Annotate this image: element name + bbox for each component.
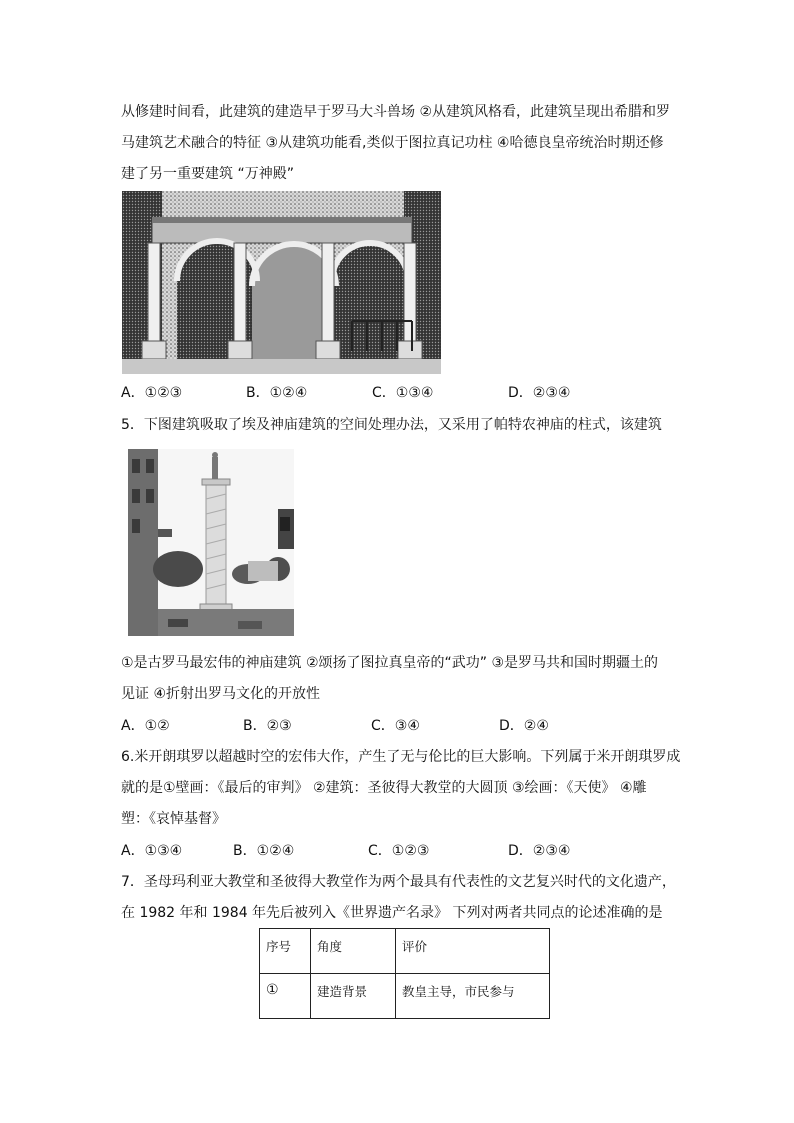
table-header-cell: 角度 <box>311 929 396 974</box>
table-cell: 教皇主导，市民参与 <box>396 974 550 1019</box>
q5-line-1: ①是古罗马最宏伟的神庙建筑 ②颂扬了图拉真皇帝的“武功” ③是罗马共和国时期疆土的 <box>121 655 659 671</box>
q6-line-1: 6.米开朗琪罗以超越时空的宏伟大作，产生了无与伦比的巨大影响。下列属于米开朗琪罗成 <box>121 749 681 765</box>
trajan-column-photo <box>128 449 294 636</box>
q7-table <box>259 928 550 1019</box>
q4-option-c: C．①③④ <box>372 385 434 401</box>
q6-option-b: B．①②④ <box>233 843 295 859</box>
arch-gate-photo <box>122 191 441 374</box>
q5-option-b: B．②③ <box>243 718 292 734</box>
q4-line-2: 马建筑艺术融合的特征 ③从建筑功能看,类似于图拉真记功柱 ④哈德良皇帝统治时期还修 <box>121 135 664 151</box>
q6-option-c: C．①②③ <box>368 843 430 859</box>
q5-option-a: A．①② <box>121 718 170 734</box>
q5-stem: 5．下图建筑吸取了埃及神庙建筑的空间处理办法，又采用了帕特农神庙的柱式，该建筑 <box>121 417 662 433</box>
table-cell: ① <box>260 974 311 1019</box>
q4-line-3: 建了另一重要建筑 “万神殿” <box>121 166 294 182</box>
q7-line-2: 在 1982 年和 1984 年先后被列入《世界遗产名录》 下列对两者共同点的论述准确的是 <box>121 905 663 921</box>
table-header-cell: 评价 <box>396 929 550 974</box>
q5-option-c: C．③④ <box>371 718 420 734</box>
q5-line-2: 见证 ④折射出罗马文化的开放性 <box>121 686 321 702</box>
table-header-cell: 序号 <box>260 929 311 974</box>
q4-option-d: D．②③④ <box>508 385 571 401</box>
q6-line-2: 就的是①壁画：《最后的审判》 ②建筑：圣彼得大教堂的大圆顶 ③绘画：《天使》 ④雕 <box>121 780 647 796</box>
trajan-column-illustration <box>128 449 294 636</box>
table-row <box>260 974 550 1019</box>
q7-line-1: 7．圣母玛利亚大教堂和圣彼得大教堂作为两个最具有代表性的文艺复兴时代的文化遗产， <box>121 874 676 890</box>
q6-option-d: D．②③④ <box>508 843 571 859</box>
q6-line-3: 塑：《哀悼基督》 <box>121 811 226 827</box>
table-header-row <box>260 929 550 974</box>
q4-option-b: B．①②④ <box>246 385 308 401</box>
arch-gate-illustration <box>122 191 441 374</box>
q5-option-d: D．②④ <box>499 718 549 734</box>
q4-line-1: 从修建时间看，此建筑的建造早于罗马大斗兽场 ②从建筑风格看，此建筑呈现出希腊和罗 <box>121 104 670 120</box>
q4-option-a: A．①②③ <box>121 385 183 401</box>
q6-option-a: A．①③④ <box>121 843 183 859</box>
table-cell: 建造背景 <box>311 974 396 1019</box>
